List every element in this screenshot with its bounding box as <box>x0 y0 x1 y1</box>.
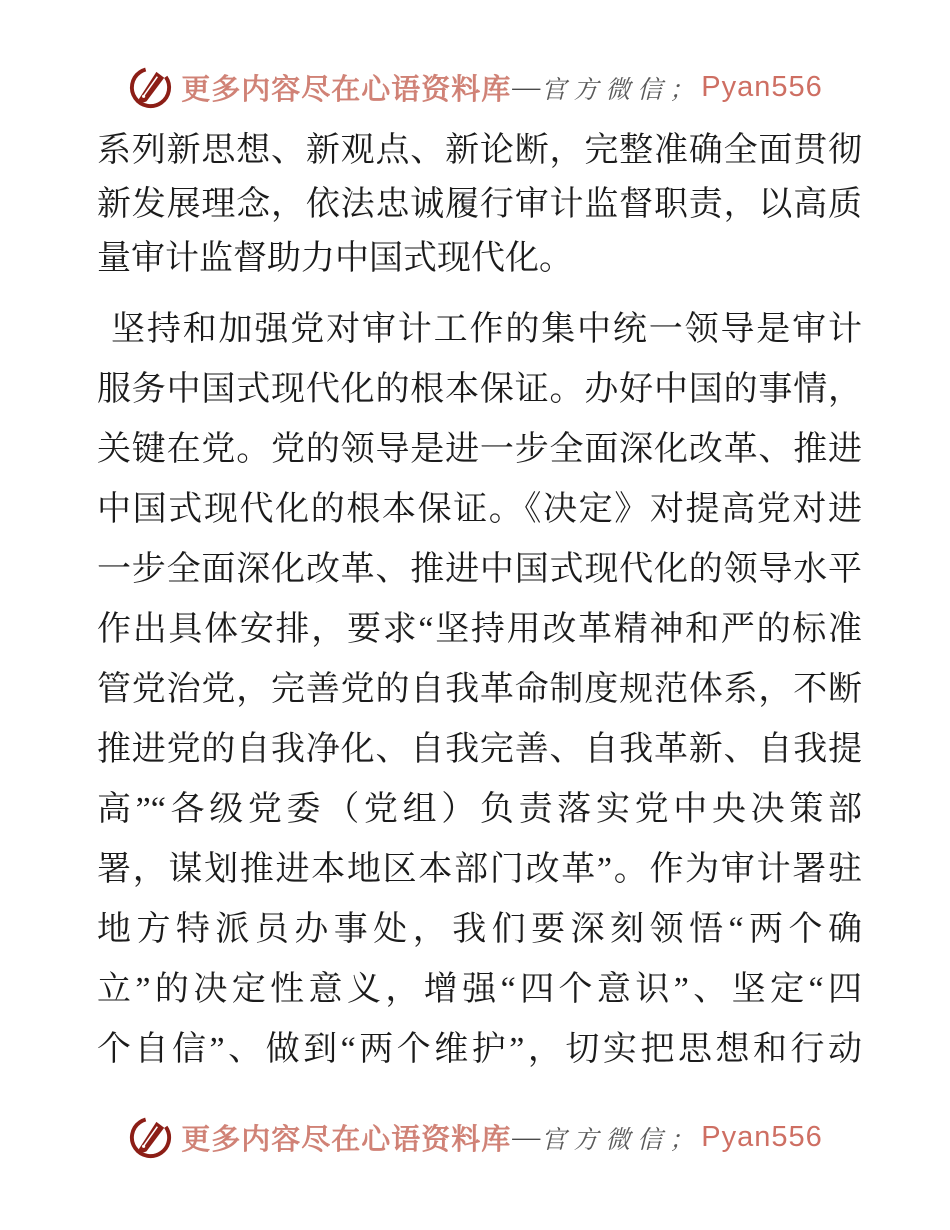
text-line: 作出具体安排，要求“坚持用改革精神和严的标准 <box>97 611 862 648</box>
watermark-dash: — <box>512 71 541 103</box>
text-line: 一步全面深化改革、推进中国式现代化的领导水平 <box>97 551 862 588</box>
text-line: 中国式现代化的根本保证。《决定》对提高党对进 <box>97 491 862 528</box>
pen-swirl-logo-icon <box>127 1114 174 1161</box>
text-line: 推进党的自我净化、自我完善、自我革新、自我提 <box>97 731 862 768</box>
watermark-header <box>0 64 950 111</box>
text-line: 新发展理念，依法忠诚履行审计监督职责，以高质 <box>97 186 862 223</box>
watermark-brand-text: 更多内容尽在心语资料库 <box>181 74 512 106</box>
text-line: 高”“各级党委（党组）负责落实党中央决策部 <box>97 791 862 828</box>
text-line: 地方特派员办事处，我们要深刻领悟“两个确 <box>97 911 862 948</box>
wechat-id: Pyan556 <box>701 71 823 103</box>
text-line: 关键在党。党的领导是进一步全面深化改革、推进 <box>97 431 862 468</box>
paragraph <box>97 124 862 286</box>
watermark-dash: — <box>512 1121 541 1153</box>
text-line: 管党治党，完善党的自我革命制度规范体系，不断 <box>97 671 862 708</box>
watermark-footer <box>0 1114 950 1161</box>
text-line: 个自信”、做到“两个维护”，切实把思想和行动 <box>97 1031 862 1068</box>
document-body <box>0 124 950 1080</box>
paragraph <box>97 300 862 1080</box>
text-line: 坚持和加强党对审计工作的集中统一领导是审计 <box>111 311 862 348</box>
wechat-id: Pyan556 <box>701 1121 823 1153</box>
text-line: 系列新思想、新观点、新论断，完整准确全面贯彻 <box>97 132 862 169</box>
wechat-label: 官方微信； <box>541 1126 702 1154</box>
text-line: 署，谋划推进本地区本部门改革”。作为审计署驻 <box>97 851 862 888</box>
pen-swirl-logo-icon <box>127 64 174 111</box>
text-line: 量审计监督助力中国式现代化。 <box>97 240 573 277</box>
watermark-brand-text: 更多内容尽在心语资料库 <box>181 1124 512 1156</box>
text-line: 服务中国式现代化的根本保证。办好中国的事情， <box>97 371 862 408</box>
wechat-label: 官方微信； <box>541 76 702 104</box>
text-line: 立”的决定性意义，增强“四个意识”、坚定“四 <box>97 971 862 1008</box>
